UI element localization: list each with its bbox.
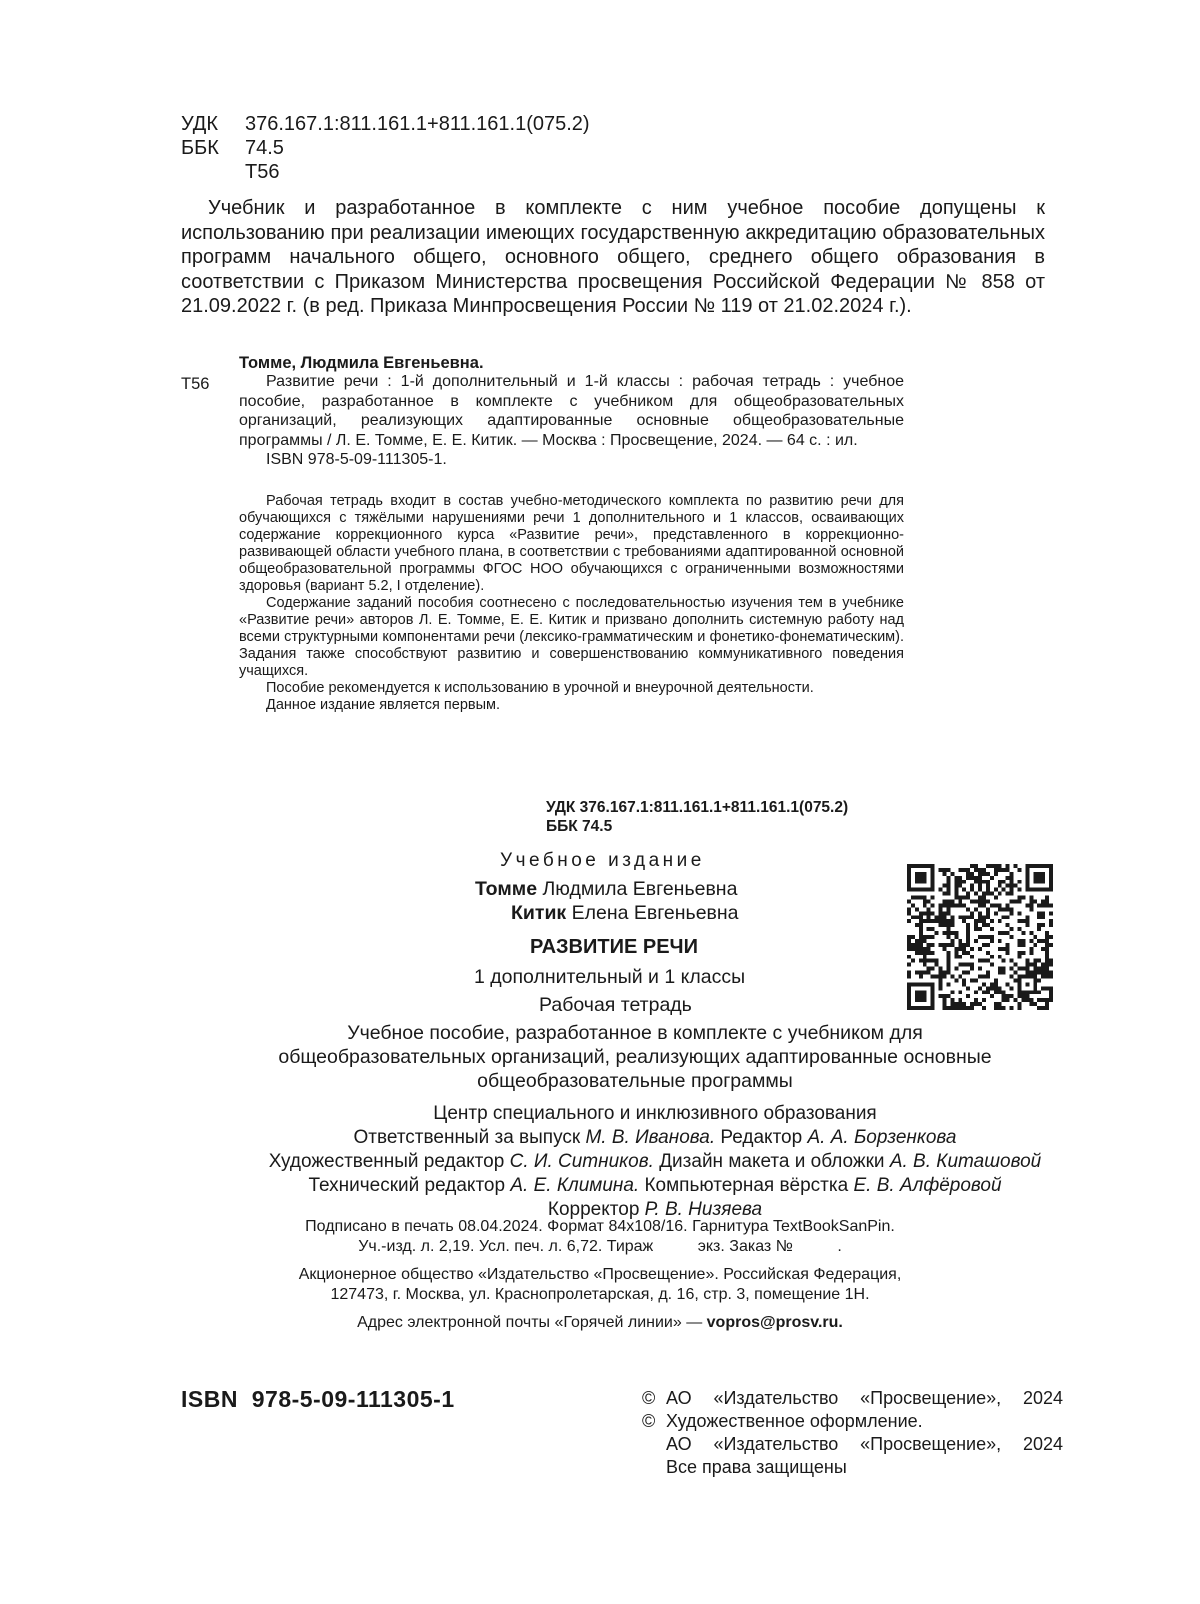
print-line-1: Подписано в печать 08.04.2024. Формат 84x108/16. Гарнитура TextBookSanPin.	[305, 1218, 895, 1235]
copyright-line-1: АО «Издательство «Просвещение», 2024	[666, 1388, 1063, 1408]
author-2-surname: Китик	[511, 902, 567, 924]
author-1-surname: Томме	[475, 878, 538, 900]
author-mark: Т56	[245, 161, 280, 183]
qr-code-icon	[907, 864, 1053, 1010]
credits	[230, 1102, 1080, 1222]
isbn: ISBN 978-5-09-111305-1	[181, 1386, 455, 1412]
catalog-isbn: ISBN 978-5-09-111305-1.	[266, 451, 447, 468]
abstract-paragraph: Данное издание является первым.	[266, 697, 501, 713]
catalog-udk: УДК 376.167.1:811.161.1+811.161.1(075.2)	[546, 799, 849, 816]
book-description: Учебное пособие, разработанное в комплекте с учебником для общеобразовательных организаций, реализующих адаптированные основные общеобразовательные программы	[278, 1022, 992, 1092]
udk-value: 376.167.1:811.161.1+811.161.1(075.2)	[245, 113, 590, 135]
abstract	[239, 493, 904, 714]
print-line-2: Уч.-изд. л. 2,19. Усл. печ. л. 6,72. Тираж экз. Заказ № .	[358, 1238, 842, 1255]
print-info	[0, 1217, 1200, 1333]
abstract-paragraph: Пособие рекомендуется к использованию в урочной и внеурочной деятельности.	[266, 680, 814, 696]
publisher-line-1: Акционерное общество «Издательство «Просвещение». Российская Федерация,	[298, 1266, 902, 1283]
bbk-value: 74.5	[245, 137, 284, 159]
publisher-line-2: 127473, г. Москва, ул. Краснопролетарская, д. 16, стр. 3, помещение 1Н.	[330, 1286, 870, 1303]
catalog-bbk: ББК 74.5	[546, 818, 613, 835]
edition-type: Учебное издание	[500, 850, 705, 871]
credits-line-3: Технический редактор А. Е. Климина. Компьютерная вёрстка Е. В. Алфёровой	[308, 1175, 1002, 1196]
credits-line-2: Художественный редактор С. И. Ситников. Дизайн макета и обложки А. В. Киташовой	[268, 1151, 1042, 1172]
catalog-codes	[546, 798, 848, 836]
copyright-line-3: АО «Издательство «Просвещение», 2024	[666, 1434, 1063, 1454]
copyright-icon: ©	[642, 1388, 656, 1408]
bibliographic-text: Развитие речи : 1-й дополнительный и 1-й классы : рабочая тетрадь : учебное пособие, разработанное в комплекте с учебником для общеобразовательных организаций, реализующих адаптированные основные общеобразовательные программы / Л. Е. Томме, Е. Е. Китик. — Москва : Просвещение, 2024. — 64 с. : ил.	[239, 373, 904, 449]
copyright-icon: ©	[642, 1411, 656, 1431]
bibliographic-description	[239, 372, 904, 470]
classification-codes	[181, 112, 590, 184]
copyright-line-2: Художественное оформление.	[666, 1411, 923, 1431]
credits-line-4: Корректор Р. В. Низяева	[547, 1199, 763, 1220]
author-1-name: Людмила Евгеньевна	[542, 878, 738, 900]
hotline-email[interactable]: vopros@prosv.ru.	[706, 1314, 843, 1331]
author-1	[475, 878, 737, 901]
hotline: Адрес электронной почты «Горячей линии» — vopros@prosv.ru.	[357, 1314, 843, 1331]
credits-line-1: Ответственный за выпуск М. В. Иванова. Редактор А. А. Борзенкова	[353, 1127, 957, 1148]
book-type: Рабочая тетрадь	[539, 994, 692, 1016]
abstract-paragraph: Содержание заданий пособия соотнесено с последовательностью изучения тем в учебнике «Развитие речи» авторов Л. Е. Томме, Е. Е. Китик и призвано дополнить системную работу над всеми структурными компонентами речи (лексико-грамматическим и фонетико-фонематическим). Задания также способствуют развитию и совершенствованию коммуникативного поведения учащихся.	[239, 595, 904, 679]
udk-label: УДК	[181, 113, 219, 135]
catalog-mark: Т56	[181, 375, 210, 393]
book-classes: 1 дополнительный и 1 классы	[474, 966, 746, 988]
catalog-author-heading: Томме, Людмила Евгеньевна.	[239, 354, 484, 372]
author-2-name: Елена Евгеньевна	[571, 902, 739, 924]
book-title: РАЗВИТИЕ РЕЧИ	[530, 936, 698, 958]
center-name: Центр специального и инклюзивного образования	[433, 1103, 877, 1124]
rights-reserved: Все права защищены	[666, 1457, 847, 1477]
abstract-paragraph: Рабочая тетрадь входит в состав учебно-методического комплекта по развитию речи для обучающихся с тяжёлыми нарушениями речи 1 дополнительного и 1 классов, осваивающих содержание коррекционного курса «Развитие речи», представленного в коррекционно-развивающей области учебного плана, в соответствии с требованиями адаптированной основной общеобразовательной программы ФГОС НОО обучающихся с ограниченными возможностями здоровья (вариант 5.2, I отделение).	[239, 493, 904, 594]
copyright-block	[642, 1387, 1063, 1479]
author-2	[511, 902, 739, 925]
bbk-label: ББК	[181, 137, 219, 159]
approval-notice: Учебник и разработанное в комплекте с ним учебное пособие допущены к использованию при реализации имеющих государственную аккредитацию образовательных программ начального общего, основного общего, среднего общего образования в соответствии с Приказом Министерства просвещения Российской Федерации № 858 от 21.09.2022 г. (в ред. Приказа Минпросвещения России № 119 от 21.02.2024 г.).	[181, 197, 1045, 317]
